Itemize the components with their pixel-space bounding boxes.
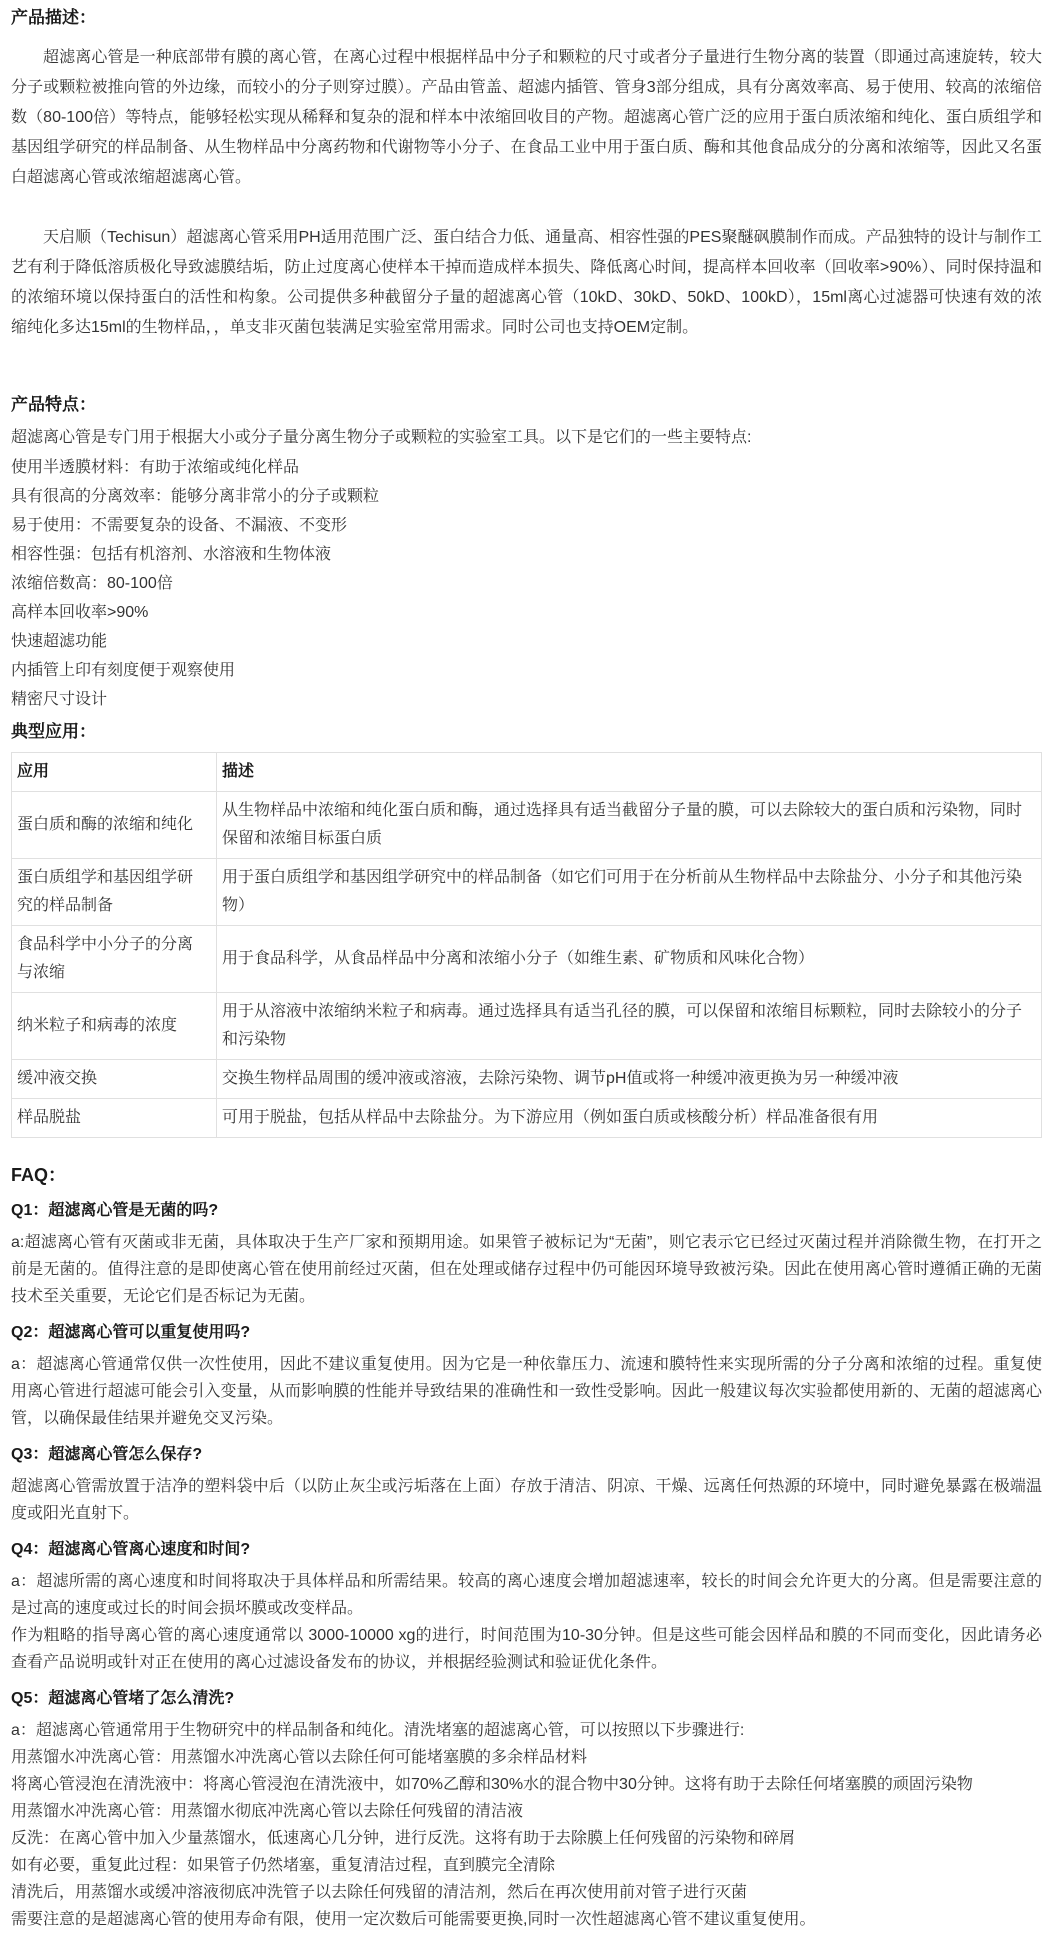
application-table-row [12, 993, 1042, 1060]
applications-table-body [12, 792, 1042, 1138]
feature-item: 浓缩倍数高：80-100倍 [11, 575, 173, 592]
faq-answer-line: 需要注意的是超滤离心管的使用寿命有限，使用一定次数后可能需要更换,同时一次性超滤离心管不建议重复使用。 [11, 1911, 816, 1928]
faq-answer-line: a:超滤离心管有灭菌或非无菌，具体取决于生产厂家和预期用途。如果管子被标记为“无菌”，则它表示它已经过灭菌过程并消除微生物，在打开之前是无菌的。值得注意的是即使离心管在使用前经过灭菌，但在处理或储存过程中仍可能因环境导致被污染。因此在使用离心管时遵循正确的无菌技术至关重要，无论它们是否标记为无菌。 [11, 1234, 1042, 1305]
faq-answer-line: 作为粗略的指导离心管的离心速度通常以 3000-10000 xg的进行，时间范围为10-30分钟。但是这些可能会因样品和膜的不同而变化，因此请务必查看产品说明或针对正在使用的离心过滤设备发布的协议，并根据经验测试和验证优化条件。 [11, 1627, 1042, 1671]
application-description-cell: 交换生物样品周围的缓冲液或溶液，去除污染物、调节pH值或将一种缓冲液更换为另一种缓冲液 [217, 1060, 1042, 1099]
description-paragraph-1: 超滤离心管是一种底部带有膜的离心管，在离心过程中根据样品中分子和颗粒的尺寸或者分子量进行生物分离的装置（即通过高速旋转，较大分子或颗粒被推向管的外边缘，而较小的分子则穿过膜）。产品由管盖、超滤内插管、管身3部分组成，具有分离效率高、易于使用、较高的浓缩倍数（80-100倍）等特点，能够轻松实现从稀释和复杂的混和样本中浓缩回收目的产物。超滤离心管广泛的应用于蛋白质浓缩和纯化、蛋白质组学和基因组学研究的样品制备、从生物样品中分离药物和代谢物等小分子、在食品工业中用于蛋白质、酶和其他食品成分的分离和浓缩等，因此又名蛋白超滤离心管或浓缩超滤离心管。 [11, 49, 1042, 186]
faq-answer-line: 超滤离心管需放置于洁净的塑料袋中后（以防止灰尘或污垢落在上面）存放于清洁、阴凉、干燥、远离任何热源的环境中，同时避免暴露在极端温度或阳光直射下。 [11, 1478, 1042, 1522]
faq-question: Q2：超滤离心管可以重复使用吗? [11, 1324, 251, 1341]
feature-list [11, 453, 1042, 714]
application-description-cell: 用于蛋白质组学和基因组学研究中的样品制备（如它们可用于在分析前从生物样品中去除盐分、小分子和其他污染物） [217, 859, 1042, 926]
feature-item: 易于使用：不需要复杂的设备、不漏液、不变形 [11, 517, 348, 534]
feature-item: 内插管上印有刻度便于观察使用 [11, 662, 236, 679]
faq-heading: FAQ： [11, 1165, 67, 1185]
application-table-row [12, 1099, 1042, 1138]
application-cell: 样品脱盐 [12, 1099, 217, 1138]
application-column-header: 应用 [12, 753, 217, 792]
applications-table [11, 752, 1042, 1138]
features-intro: 超滤离心管是专门用于根据大小或分子量分离生物分子或颗粒的实验室工具。以下是它们的一些主要特点: [11, 429, 752, 446]
faq-answer-line: 将离心管浸泡在清洗液中：将离心管浸泡在清洗液中，如70%乙醇和30%水的混合物中30分钟。这将有助于去除任何堵塞膜的顽固污染物 [11, 1776, 973, 1793]
faq-answer-line: 用蒸馏水冲洗离心管：用蒸馏水冲洗离心管以去除任何可能堵塞膜的多余样品材料 [11, 1749, 588, 1766]
faq-answer-line: a：超滤离心管通常用于生物研究中的样品制备和纯化。清洗堵塞的超滤离心管，可以按照以下步骤进行: [11, 1722, 745, 1739]
application-description-cell: 从生物样品中浓缩和纯化蛋白质和酶，通过选择具有适当截留分子量的膜，可以去除较大的蛋白质和污染物，同时保留和浓缩目标蛋白质 [217, 792, 1042, 859]
faq-list [11, 1197, 1042, 1933]
application-cell: 蛋白质组学和基因组学研究的样品制备 [12, 859, 217, 926]
application-cell: 食品科学中小分子的分离与浓缩 [12, 926, 217, 993]
faq-question: Q5：超滤离心管堵了怎么清洗? [11, 1690, 235, 1707]
application-description-cell: 用于从溶液中浓缩纳米粒子和病毒。通过选择具有适当孔径的膜，可以保留和浓缩目标颗粒，同时去除较小的分子和污染物 [217, 993, 1042, 1060]
feature-item: 具有很高的分离效率：能够分离非常小的分子或颗粒 [11, 488, 380, 505]
feature-item: 高样本回收率>90% [11, 604, 149, 621]
application-table-row [12, 859, 1042, 926]
application-description-cell: 用于食品科学，从食品样品中分离和浓缩小分子（如维生素、矿物质和风味化合物） [217, 926, 1042, 993]
description-paragraph-2: 天启顺（Techisun）超滤离心管采用PH适用范围广泛、蛋白结合力低、通量高、相容性强的PES聚醚砜膜制作而成。产品独特的设计与制作工艺有利于降低溶质极化导致滤膜结垢，防止过度离心使样本干掉而造成样本损失、降低离心时间，提高样本回收率（回收率>90%）、同时保持温和的浓缩环境以保持蛋白的活性和构象。公司提供多种截留分子量的超滤离心管（10kD、30kD、50kD、100kD），15ml离心过滤器可快速有效的浓缩纯化多达15ml的生物样品，，单支非灭菌包装满足实验室常用需求。同时公司也支持OEM定制。 [11, 229, 1042, 336]
application-description-cell: 可用于脱盐，包括从样品中去除盐分。为下游应用（例如蛋白质或核酸分析）样品准备很有用 [217, 1099, 1042, 1138]
features-heading: 产品特点： [11, 395, 96, 414]
faq-answer-line: 用蒸馏水冲洗离心管：用蒸馏水彻底冲洗离心管以去除任何残留的清洁液 [11, 1803, 524, 1820]
description-heading: 产品描述： [11, 8, 96, 27]
feature-item: 快速超滤功能 [11, 633, 108, 650]
application-table-row [12, 792, 1042, 859]
application-cell: 缓冲液交换 [12, 1060, 217, 1099]
application-cell: 纳米粒子和病毒的浓度 [12, 993, 217, 1060]
faq-question: Q4：超滤离心管离心速度和时间? [11, 1541, 251, 1558]
application-table-row [12, 926, 1042, 993]
faq-answer-line: 反洗：在离心管中加入少量蒸馏水，低速离心几分钟，进行反洗。这将有助于去除膜上任何残留的污染物和碎屑 [11, 1830, 796, 1847]
faq-question: Q1：超滤离心管是无菌的吗? [11, 1202, 219, 1219]
feature-item: 精密尺寸设计 [11, 691, 108, 708]
application-cell: 蛋白质和酶的浓缩和纯化 [12, 792, 217, 859]
faq-answer-line: 如有必要，重复此过程：如果管子仍然堵塞，重复清洁过程，直到膜完全清除 [11, 1857, 556, 1874]
applications-table-header-row [12, 753, 1042, 792]
application-table-row [12, 1060, 1042, 1099]
applications-heading: 典型应用： [11, 722, 96, 741]
faq-answer-line: a：超滤所需的离心速度和时间将取决于具体样品和所需结果。较高的离心速度会增加超滤速率，较长的时间会允许更大的分离。但是需要注意的是过高的速度或过长的时间会损坏膜或改变样品。 [11, 1573, 1042, 1617]
faq-question: Q3：超滤离心管怎么保存? [11, 1446, 203, 1463]
faq-answer-line: 清洗后，用蒸馏水或缓冲溶液彻底冲洗管子以去除任何残留的清洁剂，然后在再次使用前对管子进行灭菌 [11, 1884, 748, 1901]
feature-item: 相容性强：包括有机溶剂、水溶液和生物体液 [11, 546, 332, 563]
description-column-header: 描述 [217, 753, 1042, 792]
feature-item: 使用半透膜材料：有助于浓缩或纯化样品 [11, 459, 300, 476]
faq-answer-line: a：超滤离心管通常仅供一次性使用，因此不建议重复使用。因为它是一种依靠压力、流速和膜特性来实现所需的分子分离和浓缩的过程。重复使用离心管进行超滤可能会引入变量，从而影响膜的性能并导致结果的准确性和一致性受影响。因此一般建议每次实验都使用新的、无菌的超滤离心管，以确保最佳结果并避免交叉污染。 [11, 1356, 1042, 1427]
